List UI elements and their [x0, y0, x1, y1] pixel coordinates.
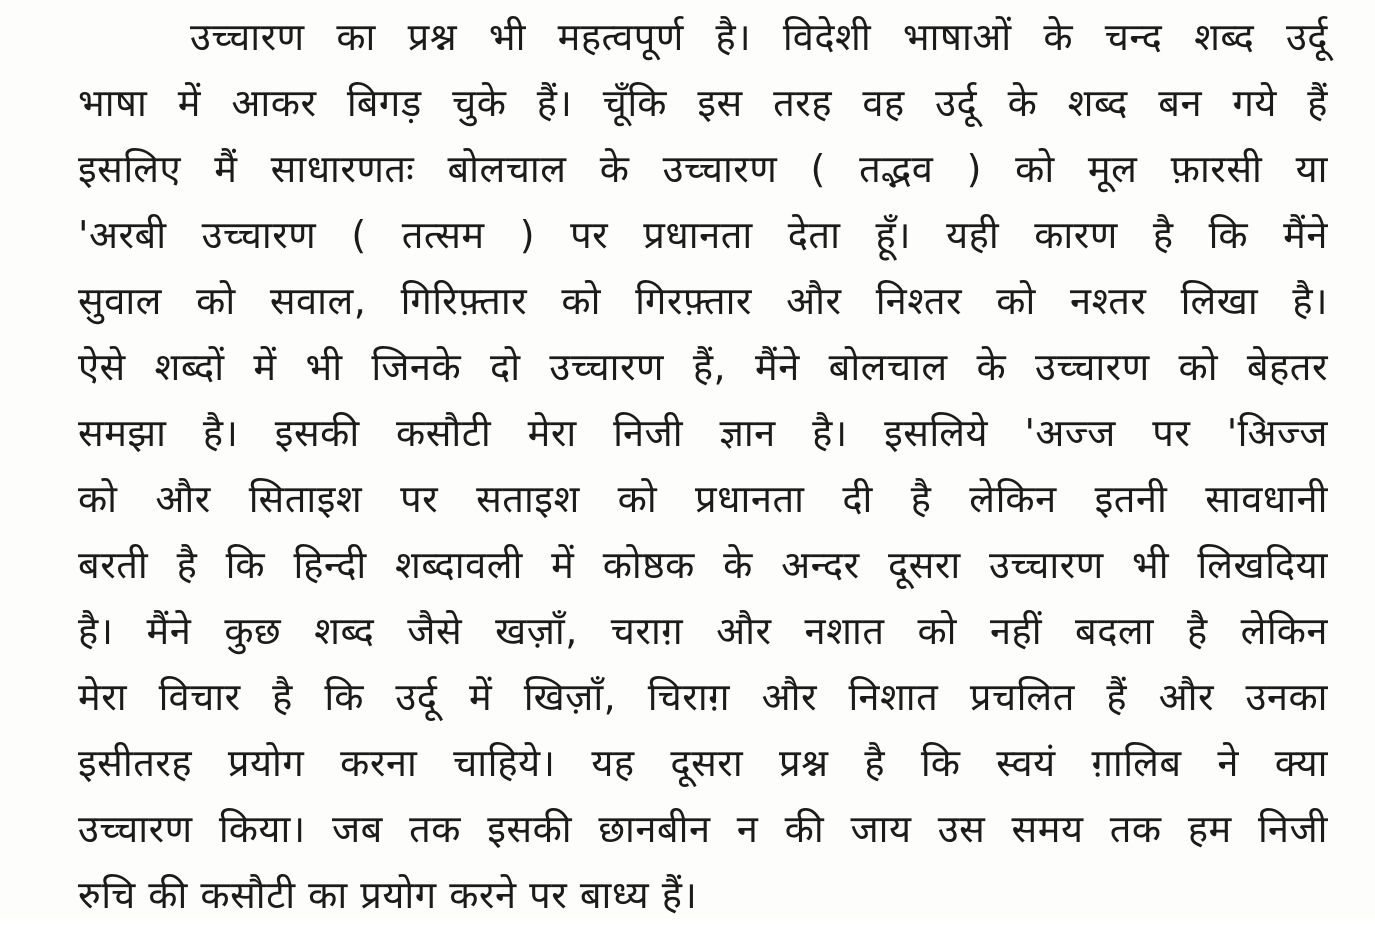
- text-line: बरती है कि हिन्दी शब्दावली में कोष्ठक के अन्दर दूसरा उच्चारण भी लिखदिया: [78, 543, 1328, 587]
- text-line: भाषा में आकर बिगड़ चुके हैं। चूँकि इस तरह वह उर्दू के शब्द बन गये हैं: [78, 81, 1328, 125]
- text-line: समझा है। इसकी कसौटी मेरा निजी ज्ञान है। इसलिये 'अज्ज पर 'अिज्ज: [78, 411, 1328, 455]
- text-line: इसलिए मैं साधारणतः बोलचाल के उच्चारण ( तद्भव ) को मूल फ़ारसी या: [78, 147, 1328, 191]
- text-line: मेरा विचार है कि उर्दू में खिज़ाँ, चिराग़ और निशात प्रचलित हैं और उनका: [78, 675, 1328, 719]
- text-line: उच्चारण किया। जब तक इसकी छानबीन न की जाय उस समय तक हम निजी: [78, 807, 1328, 851]
- text-line: इसीतरह प्रयोग करना चाहिये। यह दूसरा प्रश्न है कि स्वयं ग़ालिब ने क्या: [78, 741, 1328, 785]
- text-line: उच्चारण का प्रश्न भी महत्वपूर्ण है। विदेशी भाषाओं के चन्द शब्द उर्दू: [190, 15, 1328, 59]
- paragraph: [78, 4, 1328, 928]
- text-line: है। मैंने कुछ शब्द जैसे खज़ाँ, चराग़ और नशात को नहीं बदला है लेकिन: [78, 609, 1328, 653]
- text-line: रुचि की कसौटी का प्रयोग करने पर बाध्य हैं।: [78, 873, 698, 917]
- text-line: को और सिताइश पर सताइश को प्रधानता दी है लेकिन इतनी सावधानी: [78, 477, 1328, 521]
- text-line: ऐसे शब्दों में भी जिनके दो उच्चारण हैं, मैंने बोलचाल के उच्चारण को बेहतर: [78, 345, 1328, 389]
- text-line: 'अरबी उच्चारण ( तत्सम ) पर प्रधानता देता हूँ। यही कारण है कि मैंने: [78, 213, 1328, 257]
- text-line: सुवाल को सवाल, गिरिफ़्तार को गिरफ़्तार और निश्तर को नश्तर लिखा है।: [78, 279, 1328, 323]
